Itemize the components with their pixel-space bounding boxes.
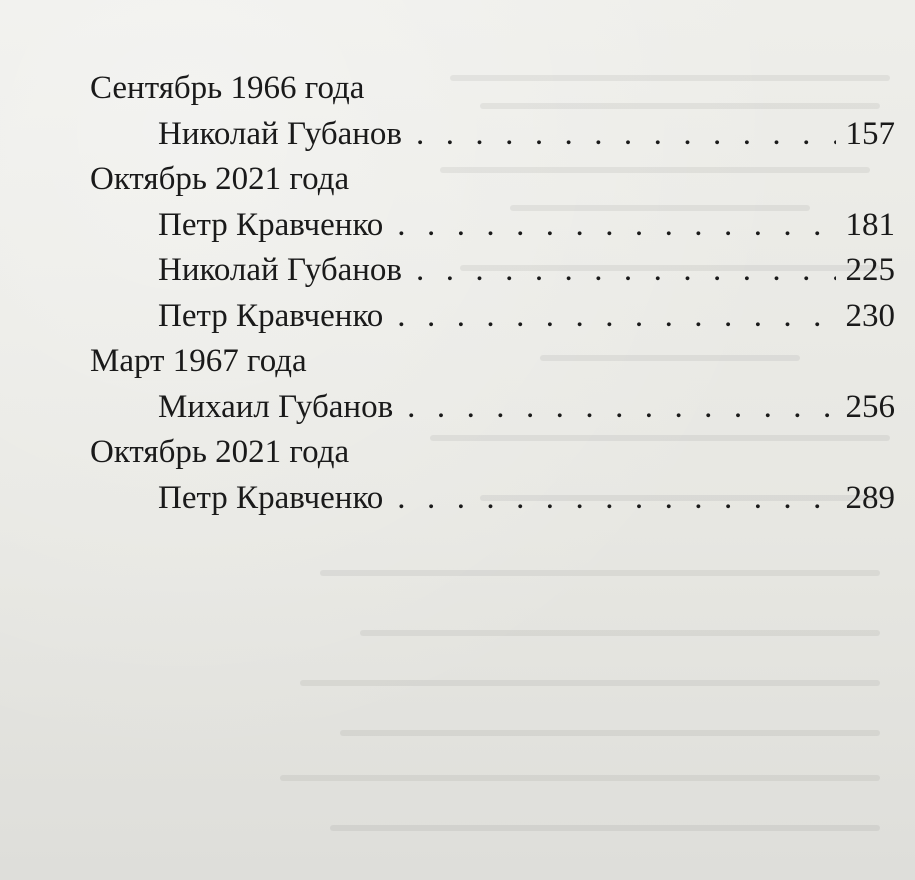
toc-section-heading: Март 1967 года <box>90 343 307 379</box>
toc-entry-leader-dots <box>397 203 835 249</box>
toc-entry-author: Петр Кравченко <box>158 479 384 516</box>
toc-section-heading: Октябрь 2021 года <box>90 434 350 470</box>
toc-entry-page-number: 181 <box>845 206 895 243</box>
toc-entry[interactable] <box>90 112 895 158</box>
toc-entry-page-number: 157 <box>845 115 895 152</box>
toc-entry-author: Михаил Губанов <box>158 388 394 425</box>
toc-entry-page-number: 256 <box>845 388 895 425</box>
toc-entry-leader-dots <box>416 248 835 294</box>
toc-entry[interactable] <box>90 248 895 294</box>
toc-entry-author: Николай Губанов <box>158 252 403 288</box>
toc-section-heading: Октябрь 2021 года <box>90 161 350 197</box>
toc-entry-page-number: 289 <box>845 479 895 516</box>
toc-section-heading: Сентябрь 1966 года <box>90 70 365 106</box>
toc-entry-author: Николай Губанов <box>158 115 403 152</box>
toc-entry[interactable] <box>90 203 895 249</box>
toc-entry-author: Петр Кравченко <box>158 206 384 243</box>
table-of-contents <box>90 66 895 521</box>
toc-entry[interactable] <box>90 476 895 522</box>
toc-entry-leader-dots <box>416 112 835 158</box>
toc-entry-leader-dots <box>397 476 835 522</box>
toc-entry-page-number: 230 <box>845 297 895 334</box>
toc-entry[interactable] <box>90 294 895 340</box>
toc-entry-leader-dots <box>397 294 835 340</box>
toc-entry-leader-dots <box>407 385 835 431</box>
toc-entry-page-number: 225 <box>845 252 895 288</box>
toc-entry[interactable] <box>90 385 895 431</box>
toc-entry-author: Петр Кравченко <box>158 297 384 334</box>
